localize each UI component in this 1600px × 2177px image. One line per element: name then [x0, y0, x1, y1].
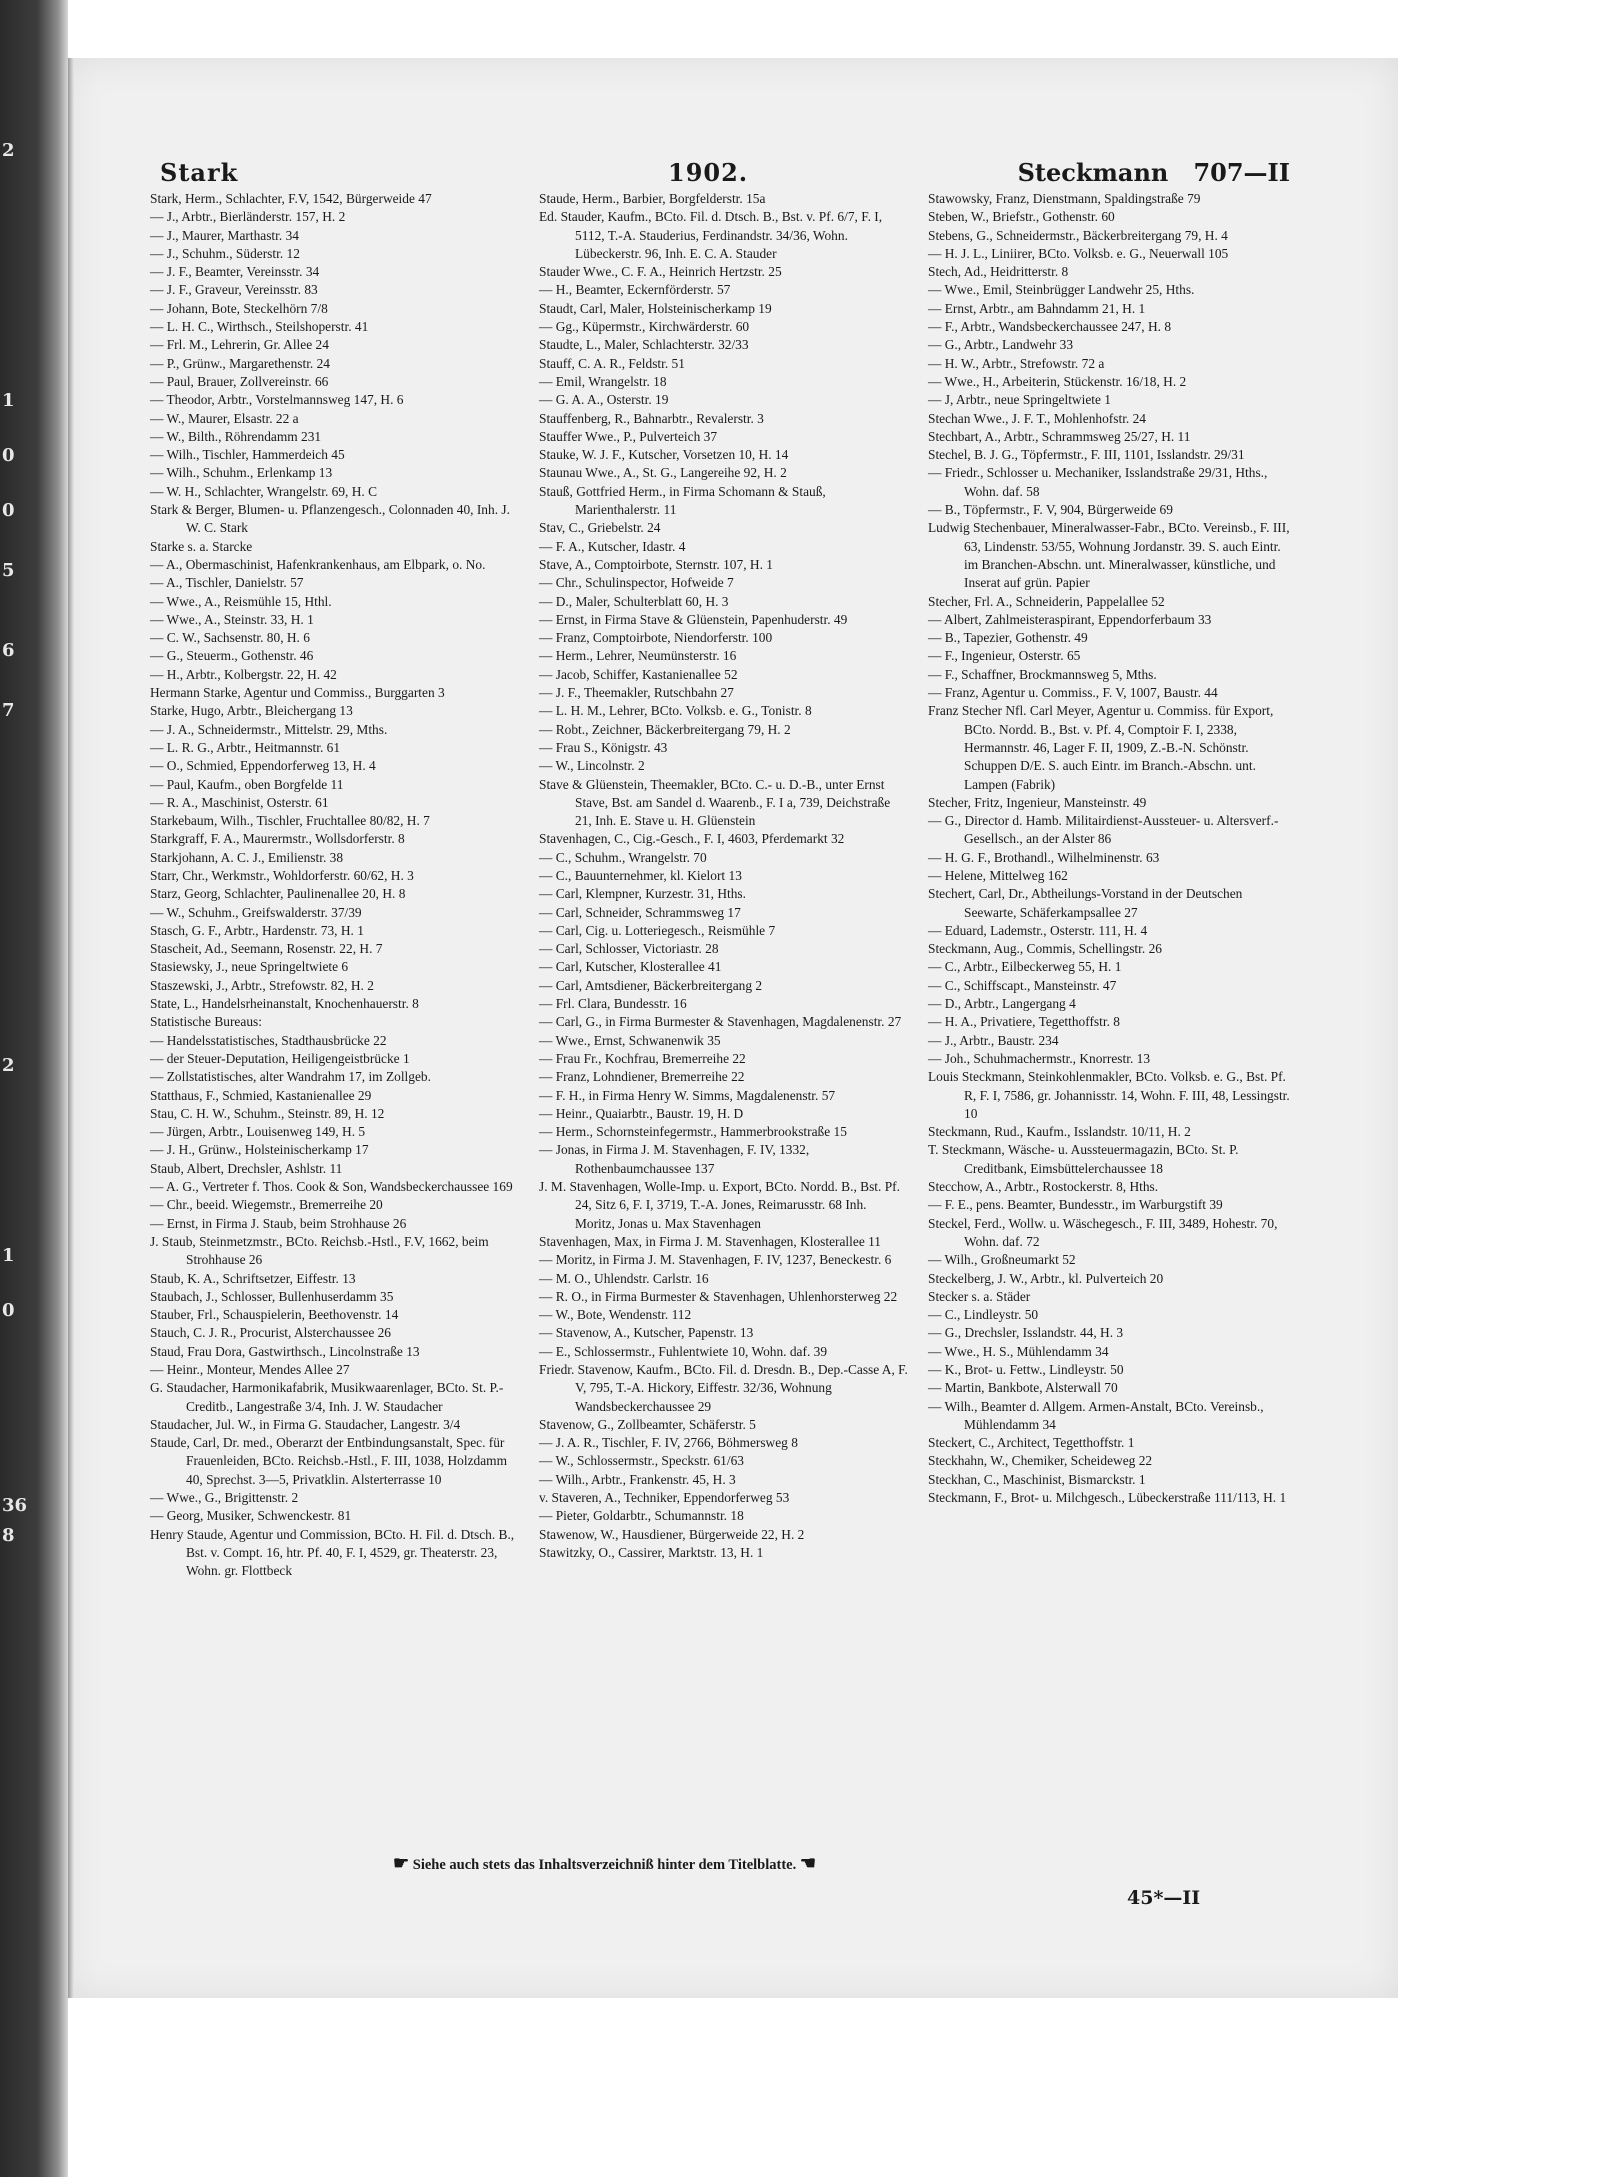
directory-entry: — L. H. M., Lehrer, BCto. Volksb. e. G., Tonistr. 8	[539, 703, 812, 719]
directory-entry: — Wilh., Beamter d. Allgem. Armen-Anstalt, BCto. Vereinsb., Mühlendamm 34	[928, 1398, 1264, 1432]
directory-entry: Stascheit, Ad., Seemann, Rosenstr. 22, H. 7	[150, 941, 383, 957]
margin-mark: 2	[2, 140, 15, 161]
directory-entry: — E., Schlossermstr., Fuhlentwiete 10, Wohn. daf. 39	[539, 1343, 828, 1359]
directory-entry: — A. G., Vertreter f. Thos. Cook & Son, Wandsbeckerchaussee 169	[150, 1179, 513, 1195]
directory-entry: — Franz, Lohndiener, Bremerreihe 22	[539, 1069, 745, 1085]
directory-entry: — J. A. R., Tischler, F. IV, 2766, Böhmersweg 8	[539, 1435, 798, 1451]
directory-entry: — Jürgen, Arbtr., Louisenweg 149, H. 5	[150, 1124, 366, 1140]
directory-entry: — F. A., Kutscher, Idastr. 4	[539, 538, 686, 554]
directory-entry: Steckmann, Rud., Kaufm., Isslandstr. 10/11, H. 2	[928, 1124, 1191, 1140]
directory-entry: — Theodor, Arbtr., Vorstelmannsweg 147, H. 6	[150, 392, 404, 408]
directory-entry: Stauffenberg, R., Bahnarbtr., Revalerstr. 3	[539, 410, 764, 426]
directory-entry: — J., Schuhm., Süderstr. 12	[150, 245, 300, 261]
directory-entry: — Wwe., H. S., Mühlendamm 34	[928, 1343, 1109, 1359]
directory-entry: — L. H. C., Wirthsch., Steilshoperstr. 41	[150, 319, 369, 335]
footer-note-text: Siehe auch stets das Inhaltsverzeichniß hinter dem Titelblatte.	[412, 1857, 797, 1873]
directory-entry: Stecher, Fritz, Ingenieur, Mansteinstr. 49	[928, 794, 1147, 810]
directory-entry: — M. O., Uhlendstr. Carlstr. 16	[539, 1270, 709, 1286]
directory-entry: — C., Schiffscapt., Mansteinstr. 47	[928, 977, 1117, 993]
directory-entry: Stavenhagen, C., Cig.-Gesch., F. I, 4603, Pferdemarkt 32	[539, 831, 845, 847]
directory-entry: Ed. Stauder, Kaufm., BCto. Fil. d. Dtsch. B., Bst. v. Pf. 6/7, F. I, 5112, T.-A. Stauderius, Ferdinandstr. 34/36, Wohn. Lübeckerstr. 96, Inh. E. C. A. Stauder	[539, 209, 883, 261]
directory-entry: — Wilh., Großneumarkt 52	[928, 1252, 1076, 1268]
directory-column-2	[539, 190, 909, 1562]
directory-entry: — Heinr., Monteur, Mendes Allee 27	[150, 1362, 350, 1377]
directory-entry: Starke, Hugo, Arbtr., Bleichergang 13	[150, 703, 353, 719]
directory-entry: — O., Schmied, Eppendorferweg 13, H. 4	[150, 758, 376, 774]
directory-entry: — Frl. M., Lehrerin, Gr. Allee 24	[150, 337, 329, 353]
directory-entry: — G. A. A., Osterstr. 19	[539, 392, 669, 408]
directory-entry: G. Staudacher, Harmonikafabrik, Musikwaarenlager, BCto. St. P.-Creditb., Langestraße 3/4, Inh. J. W. Staudacher	[150, 1380, 504, 1414]
directory-entry: Stark & Berger, Blumen- u. Pflanzengesch., Colonnaden 40, Inh. J. W. C. Stark	[150, 502, 510, 536]
directory-entry: — Emil, Wrangelstr. 18	[539, 373, 667, 389]
margin-mark: 8	[2, 1525, 15, 1546]
directory-entry: Stav, C., Griebelstr. 24	[539, 520, 661, 536]
header-year: 1902.	[668, 158, 749, 187]
directory-entry: — Albert, Zahlmeisteraspirant, Eppendorferbaum 33	[928, 611, 1212, 627]
directory-entry: — G., Arbtr., Landwehr 33	[928, 337, 1074, 353]
directory-column-3	[928, 190, 1298, 1507]
directory-entry: — W., Schuhm., Greifswalderstr. 37/39	[150, 904, 362, 920]
directory-entry: Steckhan, C., Maschinist, Bismarckstr. 1	[928, 1471, 1146, 1487]
directory-entry: — der Steuer-Deputation, Heiligengeistbrücke 1	[150, 1050, 410, 1066]
directory-entry: Starkjohann, A. C. J., Emilienstr. 38	[150, 849, 344, 865]
header-left-term: Stark	[160, 158, 239, 187]
directory-entry: State, L., Handelsrheinanstalt, Knochenhauerstr. 8	[150, 996, 419, 1012]
directory-entry: — Carl, Amtsdiener, Bäckerbreitergang 2	[539, 977, 763, 993]
directory-entry: — J., Arbtr., Baustr. 234	[928, 1032, 1059, 1048]
directory-entry: Stechel, B. J. G., Töpfermstr., F. III, 1101, Isslandstr. 29/31	[928, 447, 1245, 463]
directory-entry: — Carl, Cig. u. Lotteriegesch., Reismühle 7	[539, 922, 776, 938]
directory-entry: Staubach, J., Schlosser, Bullenhuserdamm 35	[150, 1288, 394, 1304]
directory-entry: — W., Lincolnstr. 2	[539, 758, 645, 774]
directory-entry: — Wwe., H., Arbeiterin, Stückenstr. 16/18, H. 2	[928, 373, 1187, 389]
directory-entry: — Carl, Klempner, Kurzestr. 31, Hths.	[539, 886, 746, 902]
directory-entry: Staude, Carl, Dr. med., Oberarzt der Entbindungsanstalt, Spec. für Frauenleiden, BCto. Reichsb.-Hstl., F. III, 1038, Holzdamm 40, Sprechst. 3—5, Privatklin. Alsterterrasse 10	[150, 1435, 508, 1487]
directory-entry: — Pieter, Goldarbtr., Schumannstr. 18	[539, 1508, 744, 1524]
directory-entry: — Franz, Agentur u. Commiss., F. V, 1007, Baustr. 44	[928, 685, 1218, 701]
margin-mark: 7	[2, 700, 15, 721]
directory-entry: — R. A., Maschinist, Osterstr. 61	[150, 794, 329, 810]
directory-entry: — Jonas, in Firma J. M. Stavenhagen, F. IV, 1332, Rothenbaumchaussee 137	[539, 1142, 810, 1176]
pointing-hand-left-icon: ☚	[799, 1853, 816, 1873]
directory-entry: Steckmann, F., Brot- u. Milchgesch., Lübeckerstraße 111/113, H. 1	[928, 1490, 1287, 1506]
directory-entry: — F., Ingenieur, Osterstr. 65	[928, 648, 1081, 664]
directory-entry: Staub, K. A., Schriftsetzer, Eiffestr. 13	[150, 1270, 356, 1286]
directory-entry: Steckmann, Aug., Commis, Schellingstr. 26	[928, 941, 1162, 957]
page-edge	[68, 58, 74, 1998]
directory-entry: Stawitzky, O., Cassirer, Marktstr. 13, H. 1	[539, 1544, 764, 1560]
directory-entry: — W., Bilth., Röhrendamm 231	[150, 428, 322, 444]
directory-entry: Stasiewsky, J., neue Springeltwiete 6	[150, 959, 349, 975]
directory-entry: — F., Schaffner, Brockmannsweg 5, Mths.	[928, 666, 1157, 682]
directory-entry: — F. H., in Firma Henry W. Simms, Magdalenenstr. 57	[539, 1087, 836, 1103]
directory-entry: Stave, A., Comptoirbote, Sternstr. 107, H. 1	[539, 556, 773, 572]
directory-entry: — P., Grünw., Margarethenstr. 24	[150, 355, 331, 371]
directory-entry: Henry Staude, Agentur und Commission, BCto. H. Fil. d. Dtsch. B., Bst. v. Compt. 16, htr. Pf. 40, F. I, 4529, gr. Theaterstr. 23, Wohn. gr. Flottbeck	[150, 1526, 515, 1579]
directory-entry: — Carl, G., in Firma Burmester & Stavenhagen, Magdalenenstr. 27	[539, 1014, 902, 1030]
margin-mark: 0	[2, 500, 15, 521]
directory-entry: — Wwe., A., Reismühle 15, Hthl.	[150, 593, 332, 609]
directory-entry: — Wwe., Emil, Steinbrügger Landwehr 25, Hths.	[928, 282, 1195, 298]
margin-mark: 1	[2, 390, 15, 411]
margin-mark: 2	[2, 1055, 15, 1076]
directory-entry: — Helene, Mittelweg 162	[928, 867, 1068, 883]
directory-entry: — Paul, Brauer, Zollvereinstr. 66	[150, 373, 329, 389]
directory-entry: — Herm., Schornsteinfegermstr., Hammerbrookstraße 15	[539, 1124, 847, 1140]
directory-entry: Stave & Glüenstein, Theemakler, BCto. C.- u. D.-B., unter Ernst Stave, Bst. am Sandel d. Waarenb., F. I a, 739, Deichstraße 21, Inh. E. Stave u. H. Glüenstein	[539, 776, 891, 829]
directory-entry: — Wwe., Ernst, Schwanenwik 35	[539, 1032, 721, 1048]
directory-entry: — Stavenow, A., Kutscher, Papenstr. 13	[539, 1325, 754, 1341]
directory-entry: — H. G. F., Brothandl., Wilhelminenstr. 63	[928, 849, 1160, 865]
directory-entry: Steckel, Ferd., Wollw. u. Wäschegesch., F. III, 3489, Hohestr. 70, Wohn. daf. 72	[928, 1215, 1278, 1249]
directory-entry: — J. H., Grünw., Holsteinischerkamp 17	[150, 1142, 369, 1158]
directory-entry: Stavenhagen, Max, in Firma J. M. Stavenhagen, Klosterallee 11	[539, 1233, 882, 1249]
directory-entry: — D., Arbtr., Langergang 4	[928, 996, 1076, 1012]
directory-entry: Staub, Albert, Drechsler, Ashlstr. 11	[150, 1160, 343, 1176]
directory-entry: Staudt, Carl, Maler, Holsteinischerkamp 19	[539, 300, 772, 316]
directory-entry: Stavenow, G., Zollbeamter, Schäferstr. 5	[539, 1416, 756, 1432]
directory-entry: — Jacob, Schiffer, Kastanienallee 52	[539, 666, 738, 682]
directory-entry: Stecker s. a. Städer	[928, 1288, 1031, 1304]
directory-entry: Staud, Frau Dora, Gastwirthsch., Lincolnstraße 13	[150, 1343, 420, 1359]
directory-entry: T. Steckmann, Wäsche- u. Aussteuermagazin, BCto. St. P. Creditbank, Eimsbüttelerchaussee 18	[928, 1142, 1239, 1176]
directory-entry: — Franz, Comptoirbote, Niendorferstr. 100	[539, 630, 773, 646]
directory-entry: — Herm., Lehrer, Neumünsterstr. 16	[539, 648, 737, 664]
directory-entry: Stauke, W. J. F., Kutscher, Vorsetzen 10, H. 14	[539, 447, 789, 463]
margin-mark: 1	[2, 1245, 15, 1266]
directory-entry: — F., Arbtr., Wandsbeckerchaussee 247, H. 8	[928, 319, 1172, 335]
directory-entry: — J. F., Graveur, Vereinsstr. 83	[150, 282, 318, 298]
directory-entry: — F. E., pens. Beamter, Bundesstr., im Warburgstift 39	[928, 1197, 1223, 1213]
directory-entry: Stawowsky, Franz, Dienstmann, Spaldingstraße 79	[928, 191, 1201, 206]
directory-entry: — Chr., Schulinspector, Hofweide 7	[539, 575, 734, 591]
directory-entry: Stauch, C. J. R., Procurist, Alsterchaussee 26	[150, 1325, 392, 1341]
directory-entry: Starke s. a. Starcke	[150, 538, 253, 554]
directory-entry: Hermann Starke, Agentur und Commiss., Burggarten 3	[150, 685, 445, 701]
directory-entry: — H. J. L., Liniirer, BCto. Volksb. e. G., Neuerwall 105	[928, 245, 1229, 261]
directory-entry: — Carl, Schlosser, Victoriastr. 28	[539, 941, 719, 957]
directory-entry: — Gg., Küpermstr., Kirchwärderstr. 60	[539, 319, 750, 335]
directory-entry: — J. F., Theemakler, Rutschbahn 27	[539, 685, 734, 701]
directory-entry: Staudacher, Jul. W., in Firma G. Staudacher, Langestr. 3/4	[150, 1416, 461, 1432]
directory-entry: — W. H., Schlachter, Wrangelstr. 69, H. C	[150, 483, 378, 499]
directory-entry: J. M. Stavenhagen, Wolle-Imp. u. Export, BCto. Nordd. B., Bst. Pf. 24, Sitz 6, F. I, 3719, T.-A. Jones, Reimarusstr. 68 Inh. Moritz, Jonas u. Max Stavenhagen	[539, 1179, 900, 1231]
directory-entry: Franz Stecher Nfl. Carl Meyer, Agentur u. Commiss. für Export, BCto. Nordd. B., Bst. v. Pf. 4, Comptoir F. I, 2338, Hermannstr. 46, Lager F. II, 1909, Z.-B.-N. Schönstr. Schuppen D/E. S. auch Eintr. im Branch.-Abschn. unt. Lampen (Fabrik)	[928, 703, 1274, 792]
left-margin-marks	[2, 0, 26, 2177]
footer-note	[393, 1853, 816, 1874]
directory-entry: — Ernst, in Firma J. Staub, beim Strohhause 26	[150, 1215, 407, 1231]
directory-entry: Steckhahn, W., Chemiker, Scheideweg 22	[928, 1453, 1153, 1469]
margin-mark: 0	[2, 445, 15, 466]
directory-entry: Stauber, Frl., Schauspielerin, Beethovenstr. 14	[150, 1307, 399, 1323]
directory-entry: — Handelsstatistisches, Stadthausbrücke 22	[150, 1032, 387, 1048]
header-right	[1018, 158, 1290, 187]
directory-entry: Stawenow, W., Hausdiener, Bürgerweide 22, H. 2	[539, 1526, 805, 1542]
directory-entry: — Carl, Schneider, Schrammsweg 17	[539, 904, 741, 920]
directory-entry: — K., Brot- u. Fettw., Lindleystr. 50	[928, 1362, 1124, 1377]
directory-entry: Stechan Wwe., J. F. T., Mohlenhofstr. 24	[928, 410, 1146, 426]
directory-column-1	[150, 190, 520, 1581]
directory-entry: Starkgraff, F. A., Maurermstr., Wollsdorferstr. 8	[150, 831, 405, 847]
directory-entry: Stark, Herm., Schlachter, F.V, 1542, Bürgerweide 47	[150, 191, 432, 206]
margin-mark: 6	[2, 640, 15, 661]
directory-entry: Stauß, Gottfried Herm., in Firma Schomann & Stauß, Marienthalerstr. 11	[539, 483, 826, 518]
directory-entry: Statistische Bureaus:	[150, 1014, 262, 1030]
directory-entry: — B., Töpfermstr., F. V, 904, Bürgerweide 69	[928, 502, 1173, 518]
directory-entry: — Johann, Bote, Steckelhörn 7/8	[150, 300, 328, 316]
directory-entry: Stech, Ad., Heidritterstr. 8	[928, 264, 1069, 280]
directory-entry: — Zollstatistisches, alter Wandrahm 17, im Zollgeb.	[150, 1069, 431, 1085]
directory-entry: — B., Tapezier, Gothenstr. 49	[928, 630, 1088, 646]
directory-entry: — Chr., beeid. Wiegemstr., Bremerreihe 20	[150, 1197, 383, 1213]
directory-entry: — J., Arbtr., Bierländerstr. 157, H. 2	[150, 209, 346, 225]
directory-entry: Stechert, Carl, Dr., Abtheilungs-Vorstand in der Deutschen Seewarte, Schäferkampsallee 27	[928, 886, 1243, 920]
directory-entry: Starkebaum, Wilh., Tischler, Fruchtallee 80/82, H. 7	[150, 813, 430, 829]
directory-entry: — D., Maler, Schulterblatt 60, H. 3	[539, 593, 729, 609]
directory-entry: — H., Arbtr., Kolbergstr. 22, H. 42	[150, 666, 337, 682]
directory-entry: — Heinr., Quaiarbtr., Baustr. 19, H. D	[539, 1105, 744, 1121]
margin-mark: 36	[2, 1495, 28, 1516]
directory-entry: Stecchow, A., Arbtr., Rostockerstr. 8, Hths.	[928, 1179, 1159, 1195]
directory-entry: — C., Lindleystr. 50	[928, 1307, 1039, 1323]
directory-entry: — Frl. Clara, Bundesstr. 16	[539, 996, 687, 1012]
directory-entry: Stauder Wwe., C. F. A., Heinrich Hertzstr. 25	[539, 264, 782, 280]
directory-entry: Staunau Wwe., A., St. G., Langereihe 92, H. 2	[539, 465, 787, 481]
directory-entry: — J. A., Schneidermstr., Mittelstr. 29, Mths.	[150, 721, 388, 737]
directory-entry: Starr, Chr., Werkmstr., Wohldorferstr. 60/62, H. 3	[150, 867, 414, 883]
directory-entry: — A., Tischler, Danielstr. 57	[150, 575, 304, 591]
directory-entry: Starz, Georg, Schlachter, Paulinenallee 20, H. 8	[150, 886, 406, 902]
header-right-term: Steckmann	[1017, 158, 1169, 187]
directory-entry: — Ernst, in Firma Stave & Glüenstein, Papenhuderstr. 49	[539, 611, 848, 627]
directory-entry: — J, Arbtr., neue Springeltwiete 1	[928, 392, 1111, 408]
directory-entry: — G., Drechsler, Isslandstr. 44, H. 3	[928, 1325, 1124, 1341]
directory-entry: Friedr. Stavenow, Kaufm., BCto. Fil. d. Dresdn. B., Dep.-Casse A, F. V, 795, T.-A. Hickory, Eiffestr. 32/36, Wohnung Wandsbeckerchaussee 29	[539, 1362, 908, 1414]
directory-entry: Stauffer Wwe., P., Pulverteich 37	[539, 428, 718, 444]
directory-entry: — H. W., Arbtr., Strefowstr. 72 a	[928, 355, 1105, 371]
directory-entry: — Carl, Kutscher, Klosterallee 41	[539, 959, 722, 975]
directory-entry: — J., Maurer, Marthastr. 34	[150, 227, 299, 243]
directory-entry: Steckert, C., Architect, Tegetthoffstr. 1	[928, 1435, 1135, 1451]
directory-entry: — Wilh., Schuhm., Erlenkamp 13	[150, 465, 333, 481]
directory-entry: Stau, C. H. W., Schuhm., Steinstr. 89, H. 12	[150, 1105, 385, 1121]
directory-entry: Staude, Herm., Barbier, Borgfelderstr. 15a	[539, 191, 766, 206]
directory-entry: — Frau Fr., Kochfrau, Bremerreihe 22	[539, 1050, 746, 1066]
directory-entry: Ludwig Stechenbauer, Mineralwasser-Fabr., BCto. Vereinsb., F. III, 63, Lindenstr. 53/55, Wohnung Jordanstr. 39. S. auch Eintr. im Branchen-Abschn. unt. Mineralwasser, künstliche, und Inserat auf grün. Papier	[928, 520, 1290, 591]
margin-mark: 0	[2, 1300, 15, 1321]
directory-entry: Stebens, G., Schneidermstr., Bäckerbreitergang 79, H. 4	[928, 227, 1228, 243]
directory-entry: — L. R. G., Arbtr., Heitmannstr. 61	[150, 739, 341, 755]
directory-entry: — Wilh., Arbtr., Frankenstr. 45, H. 3	[539, 1471, 736, 1487]
directory-entry: — R. O., in Firma Burmester & Stavenhagen, Uhlenhorsterweg 22	[539, 1288, 898, 1304]
directory-entry: — Eduard, Lademstr., Osterstr. 111, H. 4	[928, 922, 1148, 938]
directory-entry: — W., Maurer, Elsastr. 22 a	[150, 410, 299, 426]
directory-entry: Louis Steckmann, Steinkohlenmakler, BCto. Volksb. e. G., Bst. Pf. R, F. I, 7586, gr. Johannisstr. 14, Wohn. F. III, 48, Lessingstr. 10	[928, 1069, 1290, 1121]
directory-entry: — Georg, Musiker, Schwenckestr. 81	[150, 1508, 352, 1524]
pointing-hand-right-icon: ☛	[393, 1853, 410, 1873]
directory-entry: — Wwe., A., Steinstr. 33, H. 1	[150, 611, 314, 627]
directory-entry: — J. F., Beamter, Vereinsstr. 34	[150, 264, 320, 280]
directory-entry: — Wwe., G., Brigittenstr. 2	[150, 1490, 299, 1506]
directory-entry: Stechbart, A., Arbtr., Schrammsweg 25/27, H. 11	[928, 428, 1191, 444]
directory-entry: Statthaus, F., Schmied, Kastanienallee 29	[150, 1087, 372, 1103]
directory-entry: — C., Arbtr., Eilbeckerweg 55, H. 1	[928, 959, 1122, 975]
margin-mark: 5	[2, 560, 15, 581]
directory-entry: Steckelberg, J. W., Arbtr., kl. Pulverteich 20	[928, 1270, 1164, 1286]
directory-entry: Stauff, C. A. R., Feldstr. 51	[539, 355, 685, 371]
directory-entry: — C. W., Sachsenstr. 80, H. 6	[150, 630, 310, 646]
directory-entry: — G., Director d. Hamb. Militairdienst-Aussteuer- u. Altersverf.-Gesellsch., an der Alster 86	[928, 813, 1279, 847]
directory-entry: Steben, W., Briefstr., Gothenstr. 60	[928, 209, 1115, 225]
directory-entry: — C., Schuhm., Wrangelstr. 70	[539, 849, 707, 865]
running-header	[148, 158, 1290, 194]
directory-entry: — W., Schlossermstr., Speckstr. 61/63	[539, 1453, 744, 1469]
directory-entry: — Paul, Kaufm., oben Borgfelde 11	[150, 776, 344, 792]
sheet-signature: 45*—II	[1127, 1887, 1201, 1909]
header-page-number: 707—II	[1193, 158, 1290, 187]
directory-entry: — W., Bote, Wendenstr. 112	[539, 1307, 692, 1323]
directory-entry: Staudte, L., Maler, Schlachterstr. 32/33	[539, 337, 749, 353]
directory-entry: — Moritz, in Firma J. M. Stavenhagen, F. IV, 1237, Beneckestr. 6	[539, 1252, 892, 1268]
directory-entry: — G., Steuerm., Gothenstr. 46	[150, 648, 314, 664]
directory-entry: Staszewski, J., Arbtr., Strefowstr. 82, H. 2	[150, 977, 374, 993]
directory-entry: — Frau S., Königstr. 43	[539, 739, 668, 755]
directory-entry: — A., Obermaschinist, Hafenkrankenhaus, am Elbpark, o. No.	[150, 556, 486, 572]
directory-entry: — Wilh., Tischler, Hammerdeich 45	[150, 447, 345, 463]
directory-entry: J. Staub, Steinmetzmstr., BCto. Reichsb.-Hstl., F.V, 1662, beim Strohhause 26	[150, 1233, 489, 1268]
directory-entry: — Joh., Schuhmachermstr., Knorrestr. 13	[928, 1050, 1151, 1066]
directory-entry: — H. A., Privatiere, Tegetthoffstr. 8	[928, 1014, 1120, 1030]
directory-entry: — Martin, Bankbote, Alsterwall 70	[928, 1380, 1118, 1396]
directory-entry: — Friedr., Schlosser u. Mechaniker, Isslandstraße 29/31, Hths., Wohn. daf. 58	[928, 465, 1268, 499]
directory-entry: v. Staveren, A., Techniker, Eppendorferweg 53	[539, 1490, 790, 1506]
directory-entry: — Robt., Zeichner, Bäckerbreitergang 79, H. 2	[539, 721, 791, 737]
directory-entry: — H., Beamter, Eckernförderstr. 57	[539, 282, 731, 298]
directory-entry: — Ernst, Arbtr., am Bahndamm 21, H. 1	[928, 300, 1146, 316]
directory-entry: — C., Bauunternehmer, kl. Kielort 13	[539, 867, 742, 883]
directory-entry: Stecher, Frl. A., Schneiderin, Pappelallee 52	[928, 593, 1165, 609]
directory-entry: Stasch, G. F., Arbtr., Hardenstr. 73, H. 1	[150, 922, 364, 938]
